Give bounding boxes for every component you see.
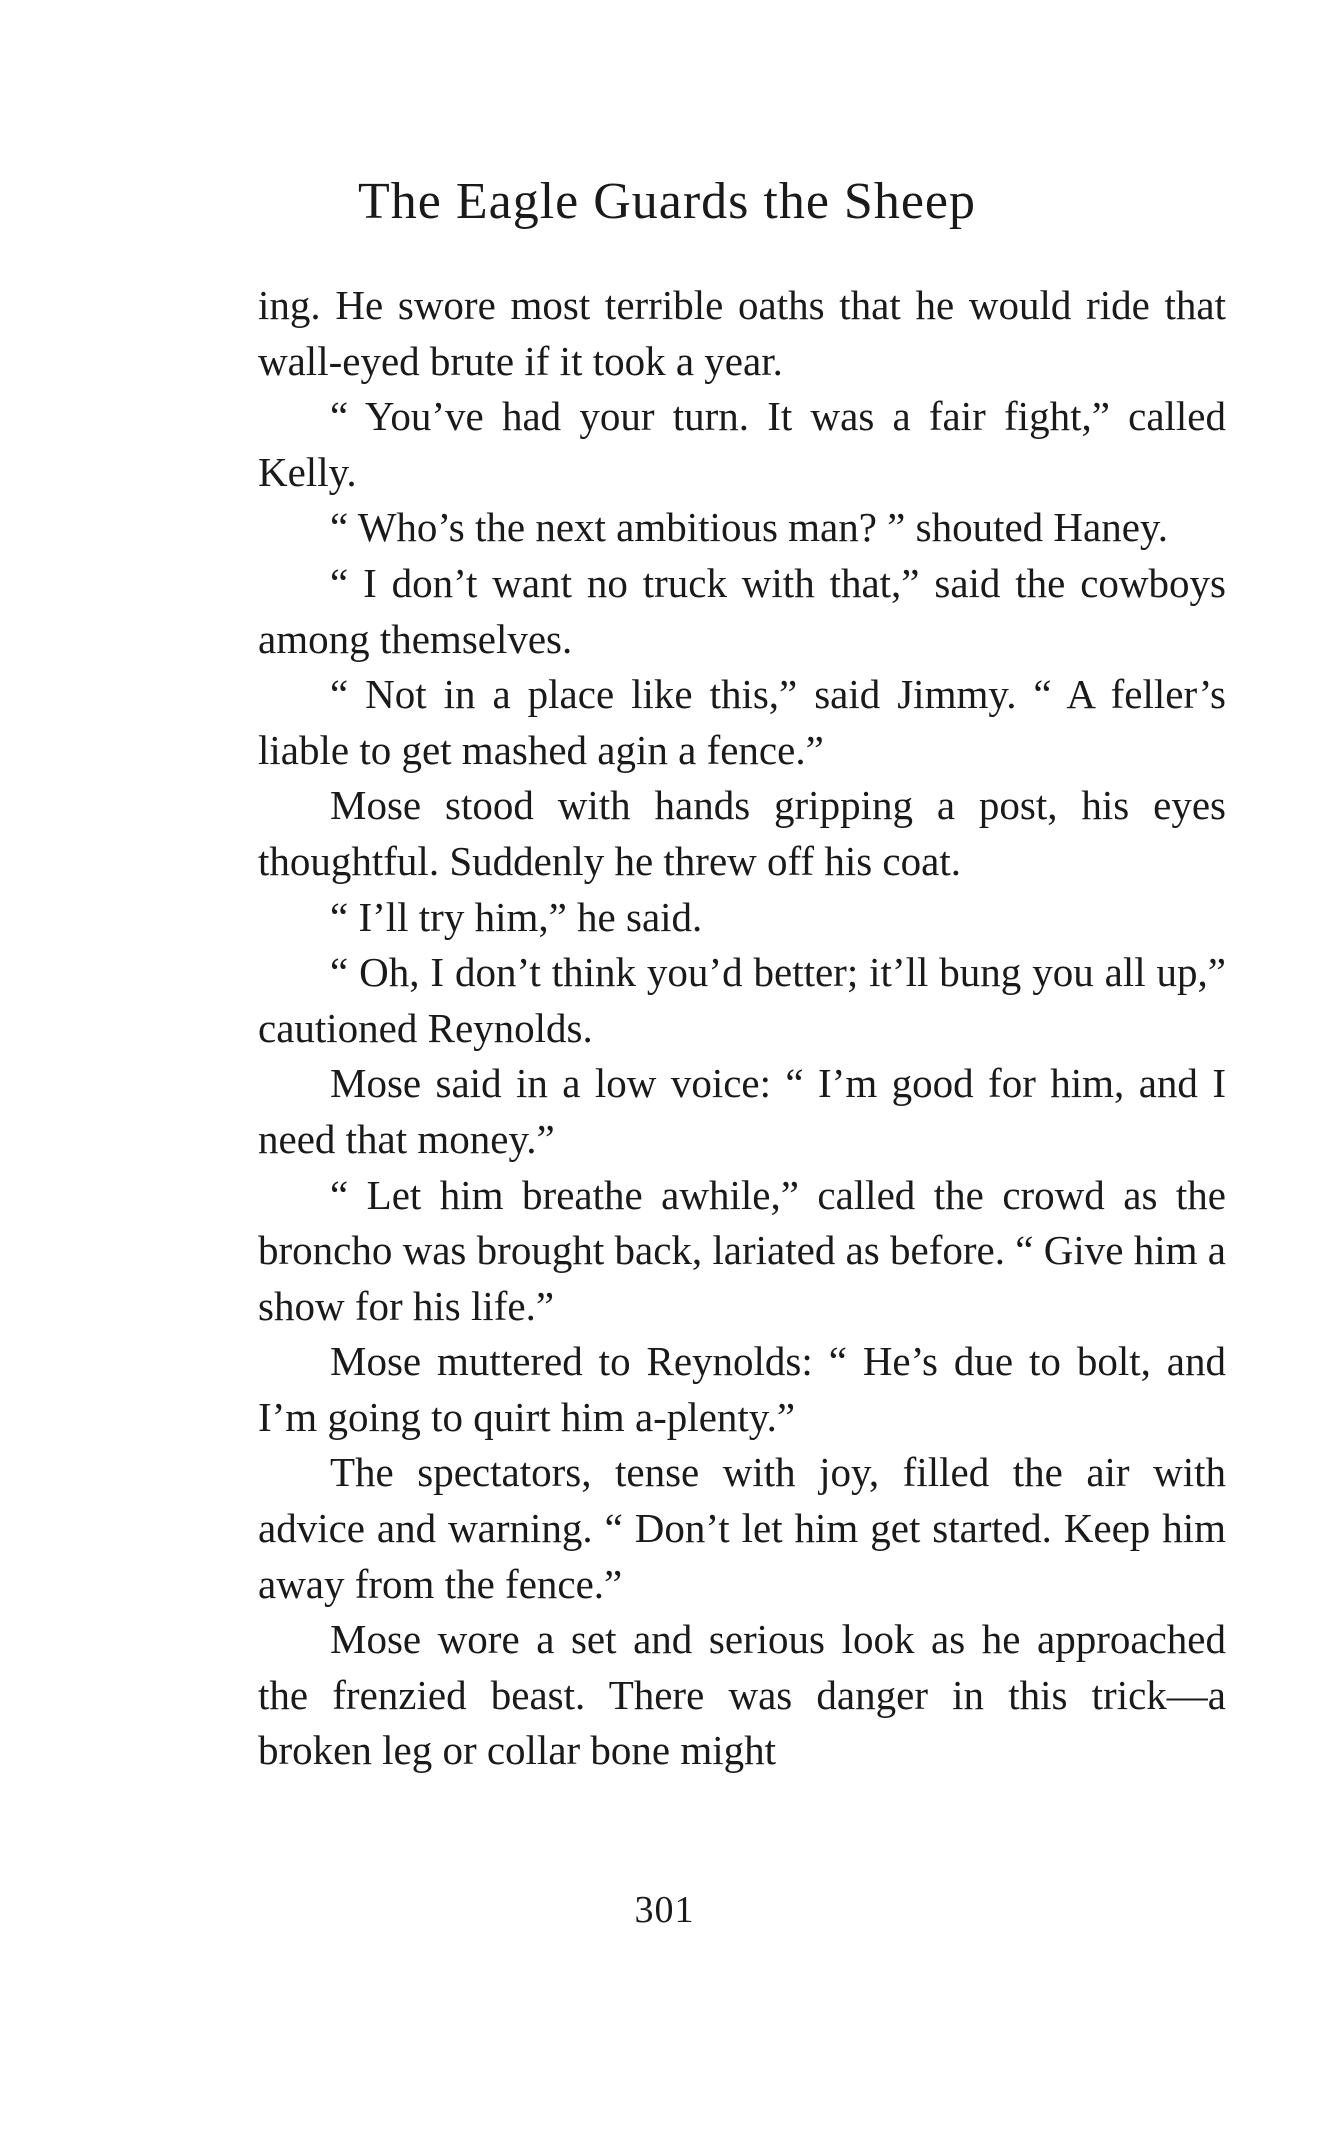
paragraph: “ You’ve had your turn. It was a fair fight,” called Kelly. (258, 393, 1226, 495)
paragraph: “ I don’t want no truck with that,” said the cowboys among themselves. (258, 559, 1226, 662)
paragraph: The spectators, tense with joy, filled the air with advice and warning. “ Don’t let him get started. Keep him away from the fence.” (258, 1449, 1226, 1607)
paragraph: Mose said in a low voice: “ I’m good for him, and I need that money.” (258, 1060, 1226, 1162)
paragraph: Mose wore a set and serious look as he approached the frenzied beast. There was danger in this trick—a broken leg or collar bone might (258, 1616, 1226, 1774)
paragraph-continuation: ing. He swore most terrible oaths that he would ride that wall-eyed brute if it took a year. (258, 282, 1226, 384)
running-head: The Eagle Guards the Sheep (358, 173, 977, 230)
paragraph: “ Not in a place like this,” said Jimmy. “ A feller’s liable to get mashed agin a fence.” (258, 671, 1226, 773)
paragraph: Mose stood with hands gripping a post, his eyes thoughtful. Suddenly he threw off his coat. (258, 782, 1226, 884)
body-text (258, 278, 1226, 1779)
paragraph: Mose muttered to Reynolds: “ He’s due to bolt, and I’m going to quirt him a-plenty.” (258, 1338, 1226, 1440)
paragraph: “ Who’s the next ambitious man? ” shouted Haney. (330, 504, 1169, 551)
paragraph: “ Oh, I don’t think you’d better; it’ll bung you all up,” cautioned Reynolds. (258, 949, 1226, 1051)
page-number: 301 (634, 1889, 695, 1931)
paragraph: “ I’ll try him,” he said. (330, 893, 703, 940)
paragraph: “ Let him breathe awhile,” called the crowd as the broncho was brought back, lariated as before. “ Give him a show for his life.” (258, 1171, 1226, 1329)
